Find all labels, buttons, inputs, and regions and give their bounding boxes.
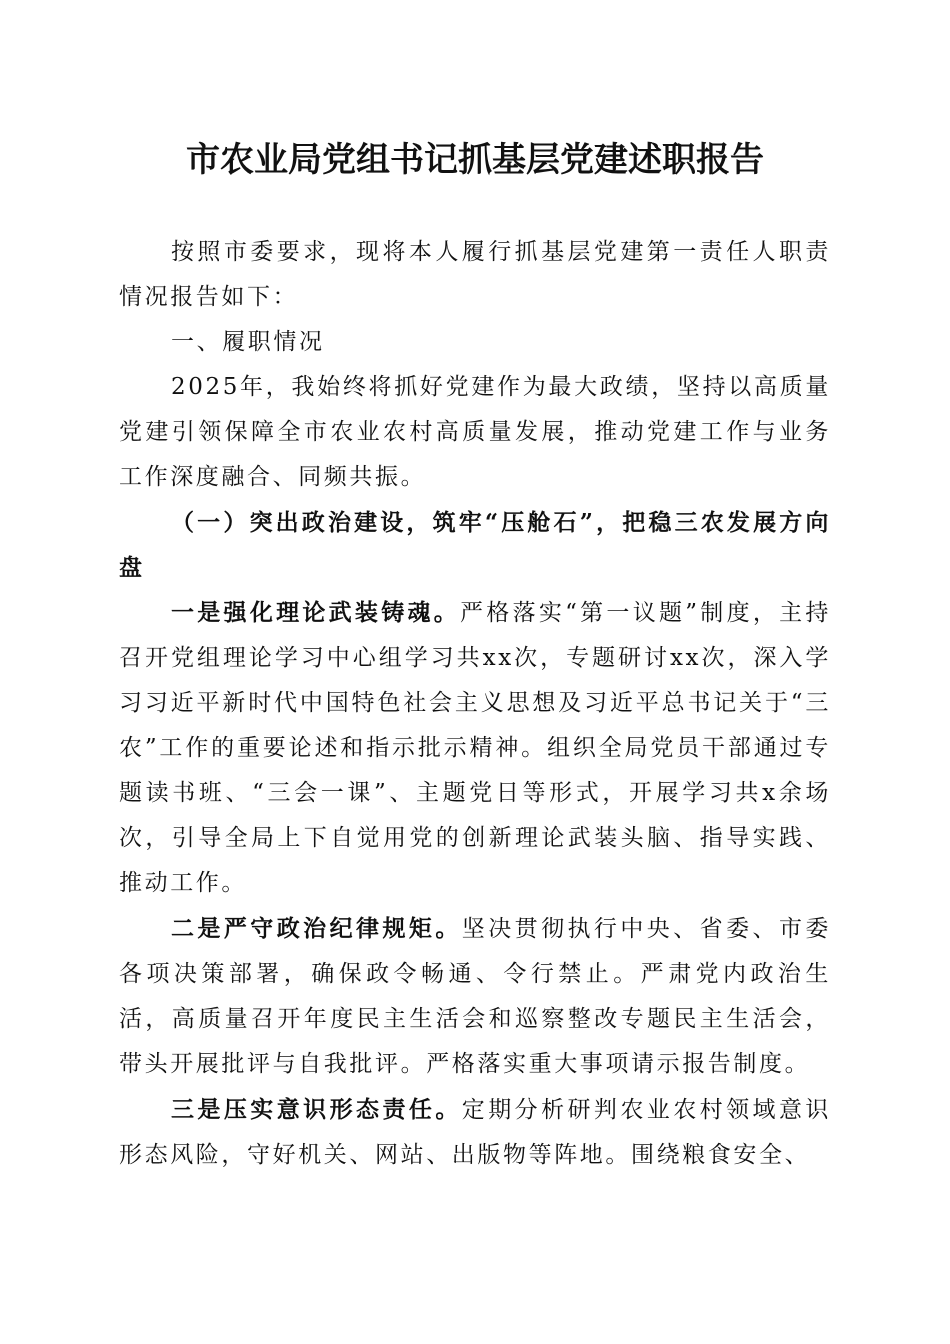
item-paragraph-discipline <box>119 906 831 1087</box>
item-lead-discipline: 二是严守政治纪律规矩。 <box>171 915 462 942</box>
item-text-discipline: 坚决贯彻执行中央、省委、市委各项决策部署，确保政令畅通、令行禁止。严肃党内政治生活，高质量召开年度民主生活会和巡察整改专题民主生活会，带头开展批评与自我批评。严格落实重大事项请示报告制度。 <box>119 916 831 1077</box>
subsection-heading-political-construction: （一）突出政治建设，筑牢“压舱石”，把稳三农发展方向盘 <box>119 509 831 581</box>
document-body <box>119 230 831 1178</box>
item-text-theory: 严格落实“第一议题”制度，主持召开党组理论学习中心组学习共xx次，专题研讨xx次，深入学习习近平新时代中国特色社会主义思想及习近平总书记关于“三农”工作的重要论述和指示批示精神。组织全局党员干部通过专题读书班、“三会一课”、主题党日等形式，开展学习共x余场次，引导全局上下自觉用党的创新理论武装头脑、指导实践、推动工作。 <box>119 600 831 896</box>
item-lead-theory: 一是强化理论武装铸魂。 <box>171 599 461 626</box>
section-heading-performance: 一、履职情况 <box>171 329 325 355</box>
item-lead-ideology: 三是压实意识形态责任。 <box>171 1096 462 1123</box>
item-paragraph-ideology <box>119 1087 831 1178</box>
intro-paragraph: 按照市委要求，现将本人履行抓基层党建第一责任人职责情况报告如下： <box>119 239 831 310</box>
item-paragraph-theory <box>119 590 831 906</box>
item-text-ideology: 定期分析研判农业农村领域意识形态风险，守好机关、网站、出版物等阵地。围绕粮食安全、 <box>119 1097 831 1168</box>
document-title: 市农业局党组书记抓基层党建述职报告 <box>186 140 764 180</box>
section-intro-paragraph: 2025年，我始终将抓好党建作为最大政绩，坚持以高质量党建引领保障全市农业农村高质量发展，推动党建工作与业务工作深度融合、同频共振。 <box>119 374 831 490</box>
